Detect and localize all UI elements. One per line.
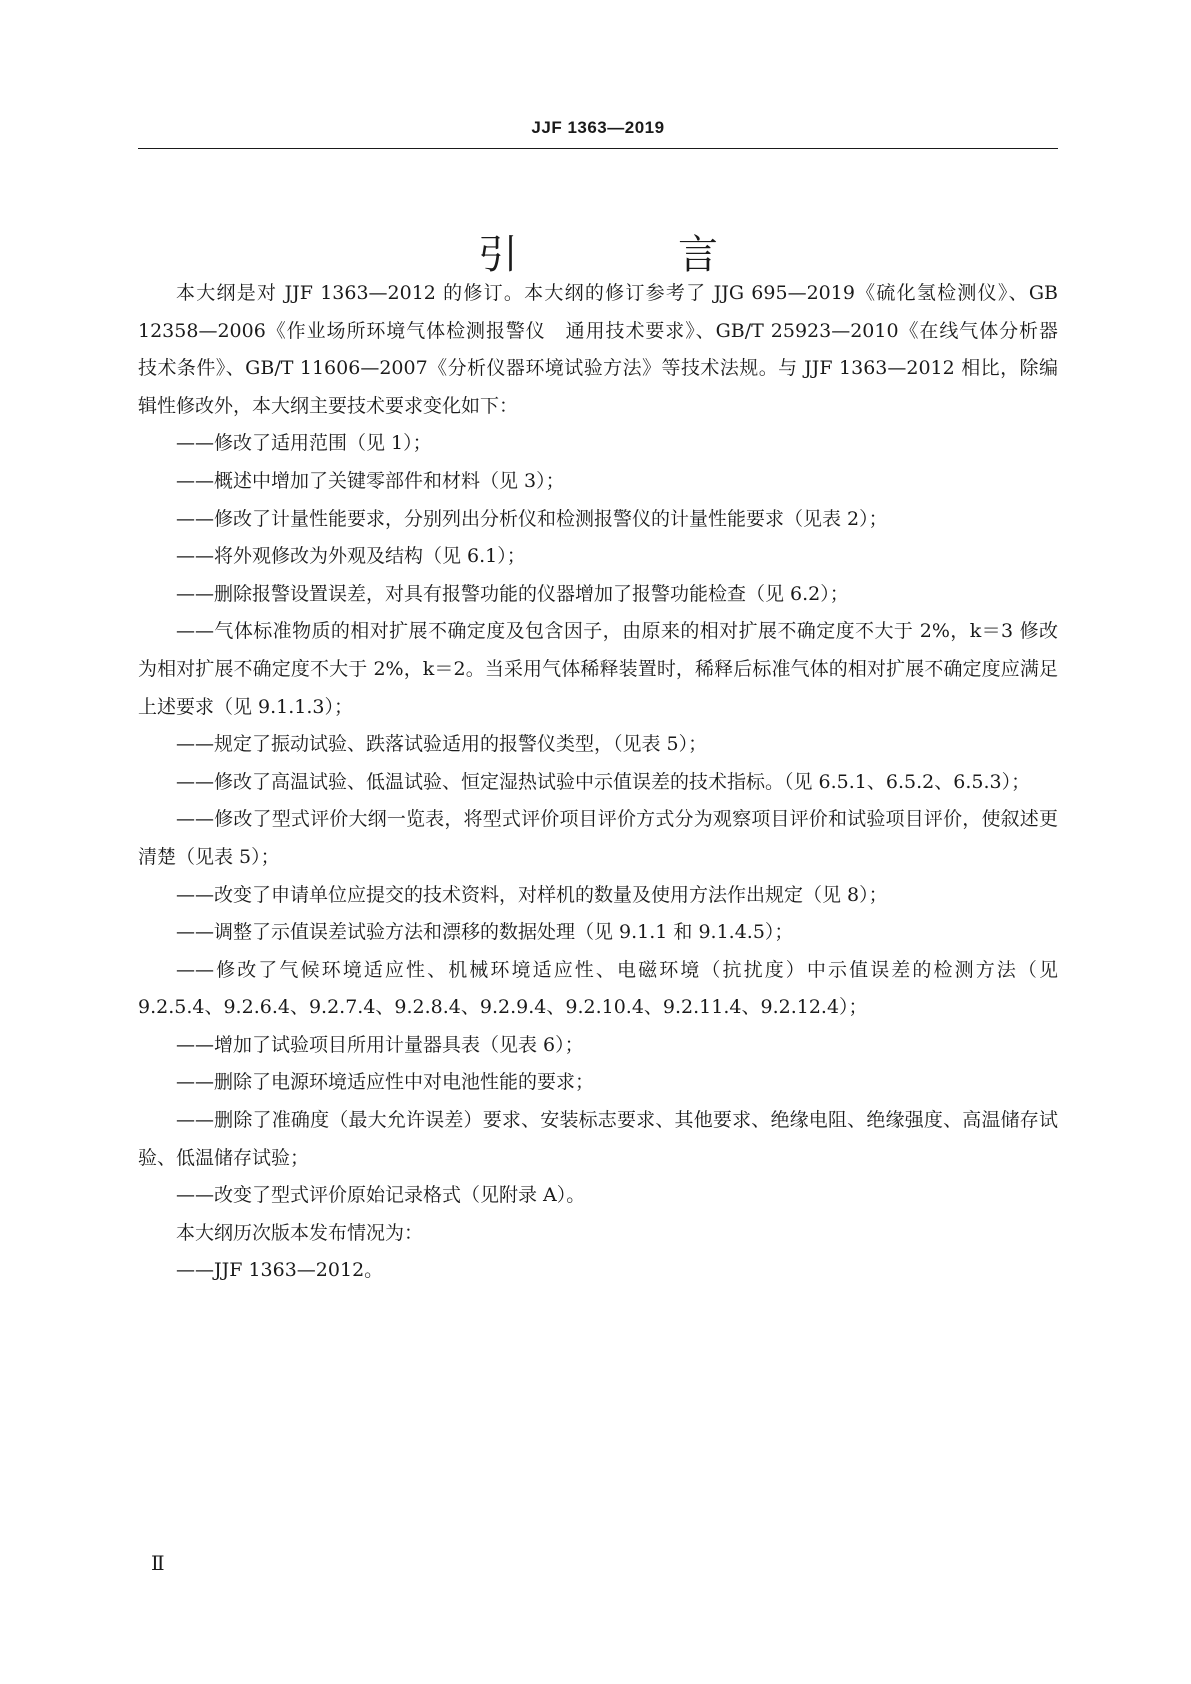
document-code-header: JJF 1363—2019 — [531, 118, 665, 137]
list-item: ——增加了试验项目所用计量器具表（见表 6）； — [176, 1033, 584, 1056]
list-item: ——修改了型式评价大纲一览表，将型式评价项目评价方式分为观察项目评价和试验项目评价，使叙述更清楚（见表 5）； — [138, 808, 1058, 868]
header-divider — [138, 148, 1058, 149]
list-item: ——将外观修改为外观及结构（见 6.1）； — [176, 545, 526, 568]
list-item: ——规定了振动试验、跌落试验适用的报警仪类型，（见表 5）； — [176, 733, 708, 756]
list-item: ——删除了电源环境适应性中对电池性能的要求； — [176, 1071, 595, 1094]
paragraph-intro: 本大纲是对 JJF 1363—2012 的修订。本大纲的修订参考了 JJG 695—2019《硫化氢检测仪》、GB 12358—2006《作业场所环境气体检测报警仪 通用技术要求》、GB/T 25923—2010《在线气体分析器 技术条件》、GB/T 11606—2007《分析仪器环境试验方法》等技术法规。与 JJF 1363—2012 相比，除编辑性修改外，本大纲主要技术要求变化如下： — [138, 282, 1078, 417]
list-item: ——删除报警设置误差，对具有报警功能的仪器增加了报警功能检查（见 6.2）； — [176, 582, 849, 605]
list-item: ——改变了型式评价原始记录格式（见附录 A）。 — [176, 1184, 586, 1207]
foreword-body — [138, 275, 1078, 1290]
list-item: ——气体标准物质的相对扩展不确定度及包含因子，由原来的相对扩展不确定度不大于 2%，k＝3 修改为相对扩展不确定度不大于 2%，k＝2。当采用气体稀释装置时，稀释后标准气体的相对扩展不确定度应满足上述要求（见 9.1.1.3）； — [138, 620, 1058, 718]
list-item: ——调整了示值误差试验方法和漂移的数据处理（见 9.1.1 和 9.1.4.5）； — [176, 921, 794, 944]
list-item: ——删除了准确度（最大允许误差）要求、安装标志要求、其他要求、绝缘电阻、绝缘强度、高温储存试验、低温储存试验； — [138, 1109, 1058, 1169]
list-item: ——修改了计量性能要求，分别列出分析仪和检测报警仪的计量性能要求（见表 2）； — [176, 507, 888, 530]
list-item: ——修改了气候环境适应性、机械环境适应性、电磁环境（抗扰度）中示值误差的检测方法（见 9.2.5.4、9.2.6.4、9.2.7.4、9.2.8.4、9.2.9.4、9.2.10.4、9.2.11.4、9.2.12.4）； — [138, 958, 1058, 1019]
version-history-label: 本大纲历次版本发布情况为： — [176, 1221, 424, 1244]
page-number: Ⅱ — [151, 1551, 165, 1575]
list-item: ——概述中增加了关键零部件和材料（见 3）； — [176, 469, 565, 492]
version-history-item: ——JJF 1363—2012。 — [176, 1259, 384, 1282]
list-item: ——修改了高温试验、低温试验、恒定湿热试验中示值误差的技术指标。（见 6.5.1、6.5.2、6.5.3）； — [176, 770, 1031, 793]
list-item: ——修改了适用范围（见 1）； — [176, 432, 432, 455]
page-title: 引 言 — [478, 231, 778, 278]
list-item: ——改变了申请单位应提交的技术资料，对样机的数量及使用方法作出规定（见 8）； — [176, 883, 888, 906]
